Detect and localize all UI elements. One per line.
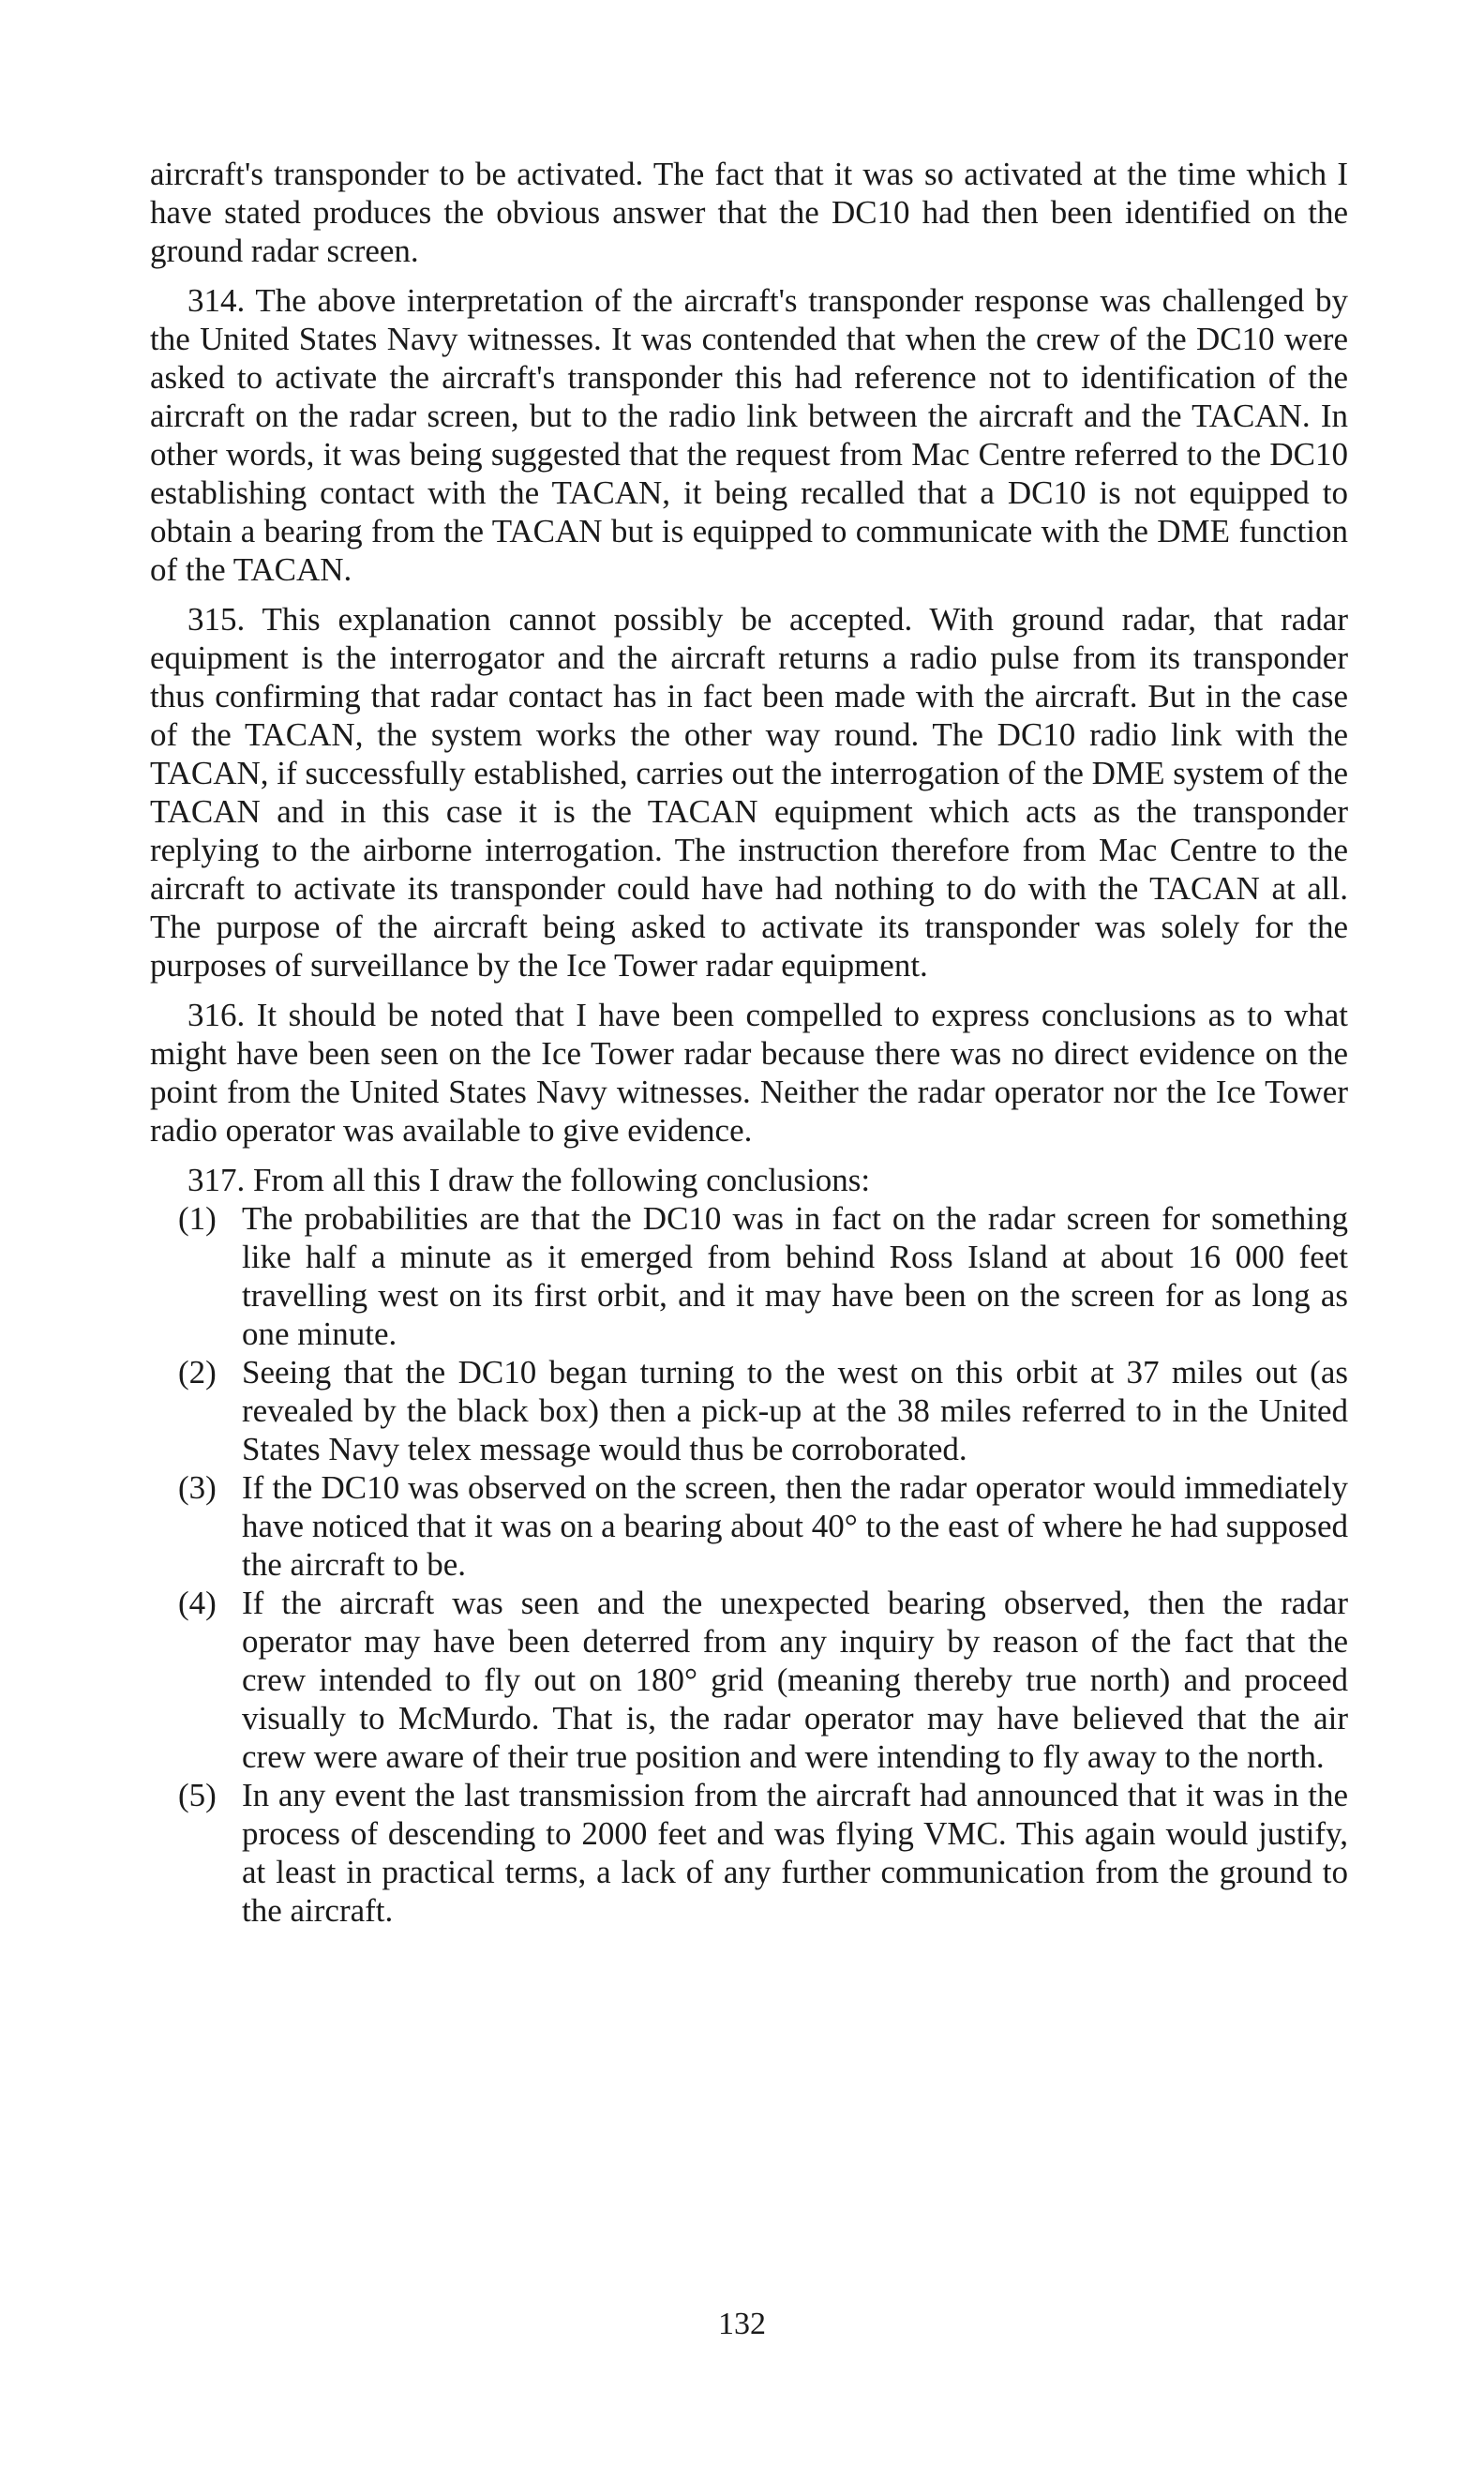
- opening-paragraph: aircraft's transponder to be activated. The fact that it was so activated at the time which I have stated produces the obvious answer that the DC10 had then been identified on the ground radar screen.: [150, 156, 1348, 269]
- paragraph-number: 316.: [187, 997, 246, 1033]
- paragraph-text: This explanation cannot possibly be accepted. With ground radar, that radar equipment is the interrogator and the aircraft returns a radio pulse from its transponder thus confirming that radar contact has in fact been made with the aircraft. But in the case of the TACAN, the system works the other way round. The DC10 radio link with the TACAN, if successfully established, carries out the interrogation of the DME system of the TACAN and in this case it is the TACAN equipment which acts as the transponder replying to the airborne interrogation. The instruction therefore from Mac Centre to the aircraft to activate its transponder could have had nothing to do with the TACAN at all. The purpose of the aircraft being asked to activate its transponder was solely for the purposes of surveillance by the Ice Tower radar equipment.: [150, 601, 1348, 984]
- conclusion-text: If the aircraft was seen and the unexpected bearing observed, then the radar operator may have been deterred from any inquiry by reason of the fact that the crew intended to fly out on 180° grid (meaning thereby true north) and proceed visually to McMurdo. That is, the radar operator may have believed that the air crew were aware of their true position and were intending to fly away to the north.: [242, 1585, 1348, 1775]
- conclusion-item: [150, 1468, 1348, 1584]
- conclusion-item: [150, 1199, 1348, 1353]
- conclusion-number: (2): [178, 1354, 217, 1391]
- paragraph-text: It should be noted that I have been compelled to express conclusions as to what might have been seen on the Ice Tower radar because there was no direct evidence on the point from the United States Navy witnesses. Neither the radar operator nor the Ice Tower radio operator was available to give evidence.: [150, 997, 1349, 1149]
- conclusion-item: [150, 1353, 1348, 1468]
- paragraph-315: [150, 600, 1348, 985]
- conclusion-text: Seeing that the DC10 began turning to the west on this orbit at 37 miles out (as revealed by the black box) then a pick-up at the 38 miles referred to in the United States Navy telex message would thus be corroborated.: [242, 1354, 1348, 1467]
- conclusion-number: (5): [178, 1777, 217, 1813]
- conclusion-number: (3): [178, 1469, 217, 1506]
- paragraph-317: [150, 1161, 1348, 1199]
- conclusion-item: [150, 1776, 1348, 1930]
- paragraph-number: 317.: [187, 1162, 246, 1198]
- conclusion-text: The probabilities are that the DC10 was in fact on the radar screen for something like half a minute as it emerged from behind Ross Island at about 16 000 feet travelling west on its first orbit, and it may have been on the screen for as long as one minute.: [242, 1200, 1348, 1352]
- page-number: 132: [718, 2307, 766, 2341]
- paragraph-316: [150, 996, 1348, 1150]
- document-page: [150, 155, 1348, 1930]
- paragraph-number: 314.: [187, 282, 246, 319]
- conclusion-text: In any event the last transmission from the aircraft had announced that it was in the process of descending to 2000 feet and was flying VMC. This again would justify, at least in practical terms, a lack of any further communication from the ground to the aircraft.: [242, 1777, 1348, 1929]
- conclusion-number: (1): [178, 1200, 217, 1237]
- conclusions-list: [150, 1199, 1348, 1930]
- conclusion-number: (4): [178, 1585, 217, 1621]
- paragraph-314: [150, 281, 1348, 589]
- paragraph-number: 315.: [187, 601, 246, 638]
- paragraph-text: From all this I draw the following conclusions:: [253, 1162, 871, 1198]
- conclusion-item: [150, 1584, 1348, 1776]
- paragraph-text: The above interpretation of the aircraft's transponder response was challenged by the United States Navy witnesses. It was contended that when the crew of the DC10 were asked to activate the aircraft's transponder this had reference not to identification of the aircraft on the radar screen, but to the radio link between the aircraft and the TACAN. In other words, it was being suggested that the request from Mac Centre referred to the DC10 establishing contact with the TACAN, it being recalled that a DC10 is not equipped to obtain a bearing from the TACAN but is equipped to communicate with the DME function of the TACAN.: [150, 282, 1348, 588]
- conclusion-text: If the DC10 was observed on the screen, then the radar operator would immediately have noticed that it was on a bearing about 40° to the east of where he had supposed the aircraft to be.: [242, 1469, 1348, 1583]
